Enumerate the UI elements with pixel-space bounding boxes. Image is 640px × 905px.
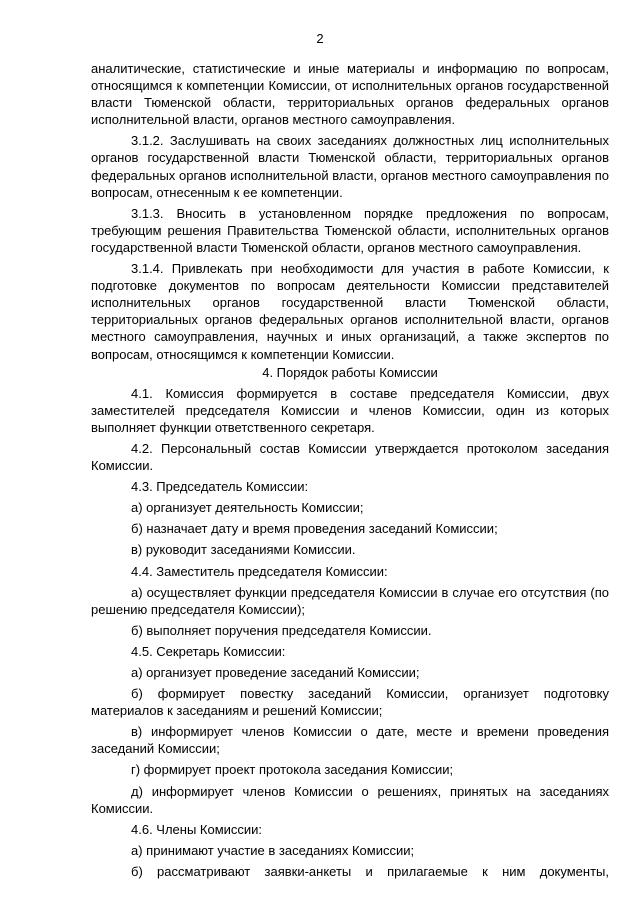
list-item: б) рассматривают заявки-анкеты и прилагаемые к ним документы, [131, 863, 609, 879]
list-item: б) назначает дату и время проведения заседаний Комиссии; [131, 521, 498, 537]
page-number: 2 [316, 31, 324, 46]
paragraph-4-4: 4.4. Заместитель председателя Комиссии: [131, 563, 388, 579]
list-item: б) формирует повестку заседаний Комиссии, организует подготовку материалов к заседаниям и решений Комиссии; [91, 686, 609, 719]
document-body [91, 60, 609, 880]
section-heading: 4. Порядок работы Комиссии [262, 364, 438, 380]
list-item: а) организует деятельность Комиссии; [131, 500, 364, 516]
list-item: а) принимают участие в заседаниях Комиссии; [131, 842, 415, 858]
paragraph-3-1-3: 3.1.3. Вносить в установленном порядке предложения по вопросам, требующим решения Правительства Тюменской области, исполнительных органов государственной власти Тюменской области, органов местного самоуправления. [91, 205, 609, 255]
list-item: б) выполняет поручения председателя Комиссии. [131, 622, 432, 638]
paragraph-3-1-2: 3.1.2. Заслушивать на своих заседаниях должностных лиц исполнительных органов государственной власти Тюменской области, территориальных органов федеральных органов исполнительной власти, органов местного самоуправления по вопросам, отнесенным к ее компетенции. [91, 133, 609, 200]
paragraph-4-2: 4.2. Персональный состав Комиссии утверждается протоколом заседания Комиссии. [91, 440, 609, 474]
list-item: в) руководит заседаниями Комиссии. [131, 542, 356, 558]
paragraph-4-1: 4.1. Комиссия формируется в составе председателя Комиссии, двух заместителей председателя Комиссии и членов Комиссии, один из которых выполняет функции ответственного секретаря. [91, 385, 609, 435]
list-item: г) формирует проект протокола заседания Комиссии; [131, 762, 454, 778]
paragraph-4-3: 4.3. Председатель Комиссии: [131, 479, 309, 495]
list-item: в) информирует членов Комиссии о дате, месте и времени проведения заседаний Комиссии; [91, 724, 609, 757]
list-item: д) информирует членов Комиссии о решениях, принятых на заседаниях Комиссии. [91, 783, 609, 816]
list-item: а) осуществляет функции председателя Комиссии в случае его отсутствия (по решению председателя Комиссии); [91, 584, 609, 617]
paragraph-continuation: аналитические, статистические и иные материалы и информацию по вопросам, относящимся к компетенции Комиссии, от исполнительных органов государственной власти Тюменской области, территориальных органов федеральных органов исполнительной власти, органов местного самоуправления. [91, 61, 609, 128]
paragraph-4-6: 4.6. Члены Комиссии: [131, 821, 263, 837]
list-item: а) организует проведение заседаний Комиссии; [131, 665, 420, 680]
paragraph-3-1-4: 3.1.4. Привлекать при необходимости для участия в работе Комиссии, к подготовке документов по вопросам деятельности Комиссии представителей исполнительных органов государственной власти Тюменской области, территориальных органов федеральных органов исполнительной власти, органов местного самоуправления, научных и иных организаций, а также экспертов по вопросам, относящимся к компетенции Комиссии. [91, 261, 609, 362]
paragraph-4-5: 4.5. Секретарь Комиссии: [131, 643, 286, 659]
